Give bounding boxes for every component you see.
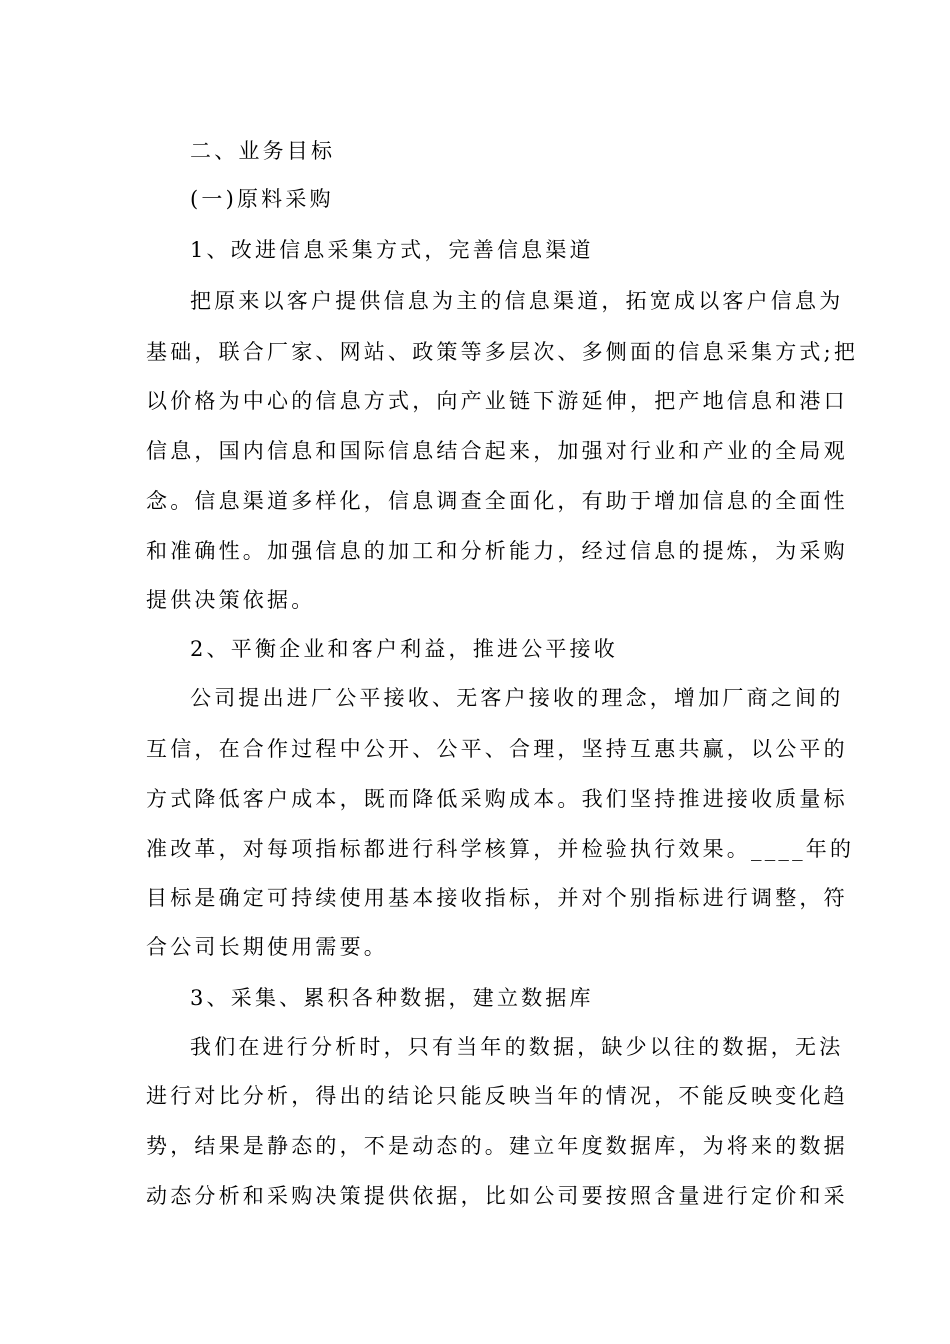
item-heading-2: 2、平衡企业和客户利益，推进公平接收 xyxy=(190,637,618,661)
subsection-heading: (一)原料采购 xyxy=(190,187,334,211)
paragraph-line: 准改革，对每项指标都进行科学核算，并检验执行效果。____年的 xyxy=(146,837,855,861)
paragraph-line: 和准确性。加强信息的加工和分析能力，经过信息的提炼，为采购 xyxy=(146,539,848,563)
paragraph-line: 进行对比分析，得出的结论只能反映当年的情况，不能反映变化趋 xyxy=(146,1084,848,1108)
section-heading: 二、业务目标 xyxy=(190,139,336,163)
paragraph-line: 目标是确定可持续使用基本接收指标，并对个别指标进行调整，符 xyxy=(146,886,848,910)
paragraph-line: 信息，国内信息和国际信息结合起来，加强对行业和产业的全局观 xyxy=(146,439,848,463)
paragraph-line: 以价格为中心的信息方式，向产业链下游延伸，把产地信息和港口 xyxy=(146,389,848,413)
item-heading-3: 3、采集、累积各种数据，建立数据库 xyxy=(190,986,594,1010)
paragraph-line: 基础，联合厂家、网站、政策等多层次、多侧面的信息采集方式;把 xyxy=(146,340,859,364)
item-heading-1: 1、改进信息采集方式，完善信息渠道 xyxy=(190,238,594,262)
paragraph-line: 念。信息渠道多样化，信息调查全面化，有助于增加信息的全面性 xyxy=(146,489,848,513)
paragraph-line: 我们在进行分析时，只有当年的数据，缺少以往的数据，无法 xyxy=(190,1035,844,1059)
paragraph-line: 动态分析和采购决策提供依据，比如公司要按照含量进行定价和采 xyxy=(146,1184,848,1208)
paragraph-line: 方式降低客户成本，既而降低采购成本。我们坚持推进接收质量标 xyxy=(146,787,848,811)
paragraph-line: 合公司长期使用需要。 xyxy=(146,935,388,959)
paragraph-line: 势，结果是静态的，不是动态的。建立年度数据库，为将来的数据 xyxy=(146,1134,848,1158)
paragraph-line: 公司提出进厂公平接收、无客户接收的理念，增加厂商之间的 xyxy=(190,686,844,710)
paragraph-line: 互信，在合作过程中公开、公平、合理，坚持互惠共赢，以公平的 xyxy=(146,737,848,761)
paragraph-line: 把原来以客户提供信息为主的信息渠道，拓宽成以客户信息为 xyxy=(190,289,844,313)
paragraph-line: 提供决策依据。 xyxy=(146,588,316,612)
